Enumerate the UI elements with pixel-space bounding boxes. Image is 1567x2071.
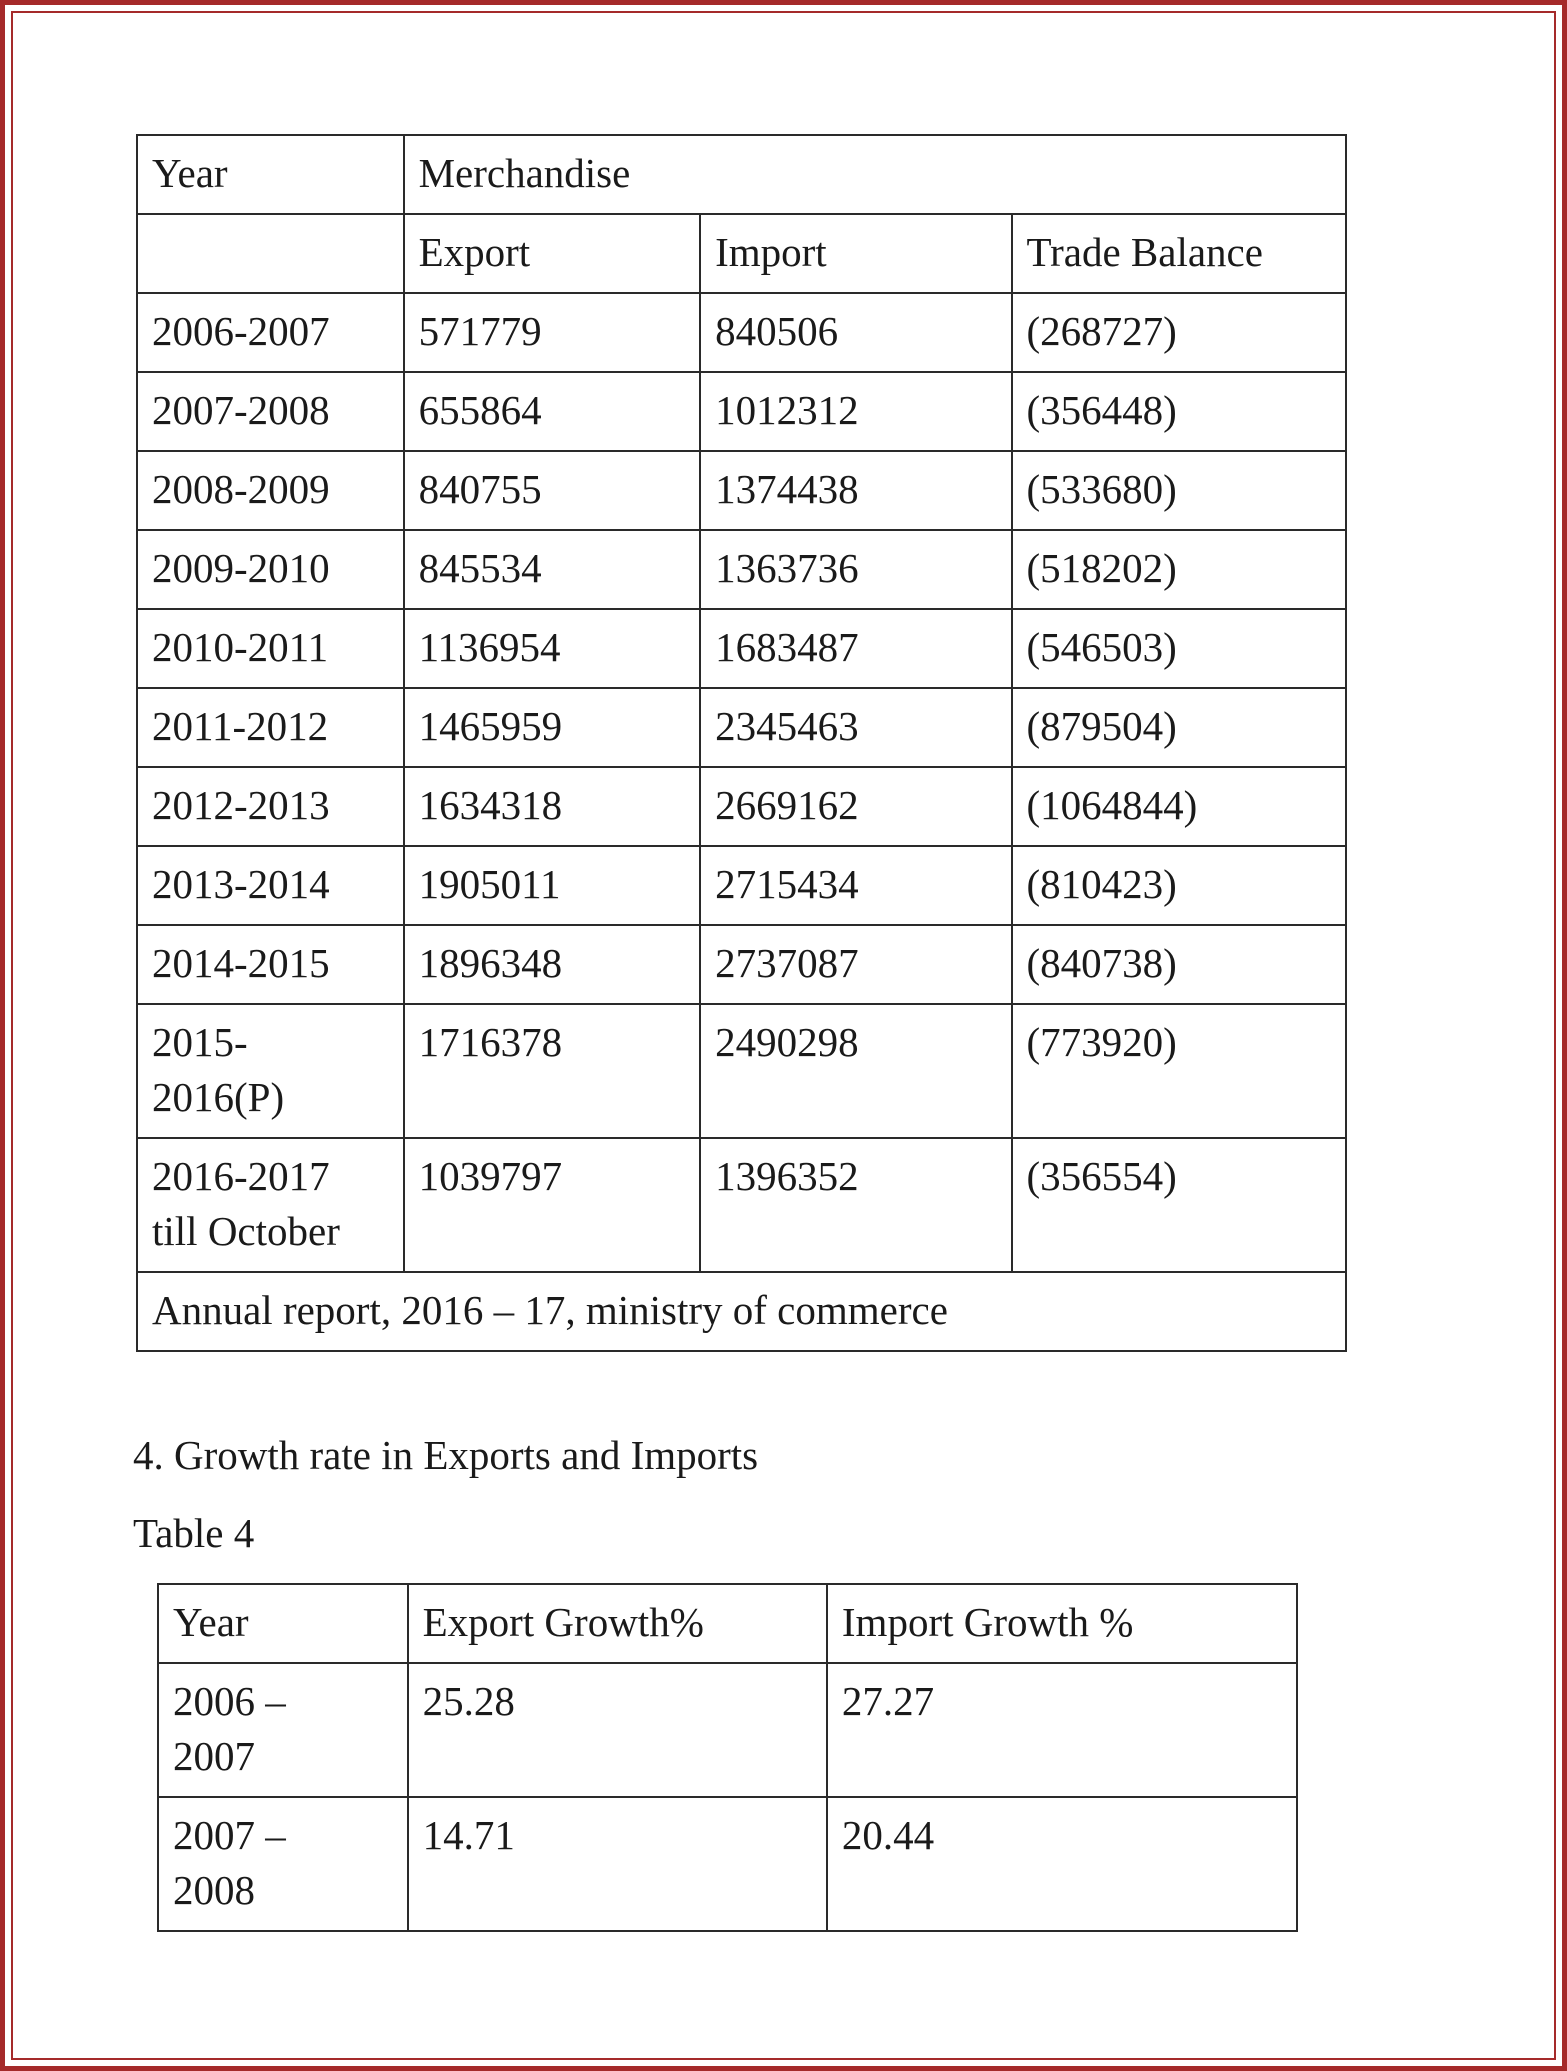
cell-import: 2345463 [700, 688, 1011, 767]
cell-balance: (810423) [1012, 846, 1346, 925]
header-export-growth: Export Growth% [408, 1584, 827, 1663]
table-row [137, 1138, 1346, 1272]
cell-import: 2737087 [700, 925, 1011, 1004]
cell-balance: (546503) [1012, 609, 1346, 688]
year-line-2: 2007 [173, 1733, 255, 1779]
cell-export: 840755 [404, 451, 701, 530]
table-row [137, 846, 1346, 925]
cell-balance: (879504) [1012, 688, 1346, 767]
cell-import: 1374438 [700, 451, 1011, 530]
header-import: Import [700, 214, 1011, 293]
cell-year: 2009-2010 [137, 530, 404, 609]
cell-year [158, 1797, 408, 1931]
year-line-1: 2006 – [173, 1678, 286, 1724]
trade-balance-table [136, 134, 1347, 1352]
cell-year: 2006-2007 [137, 293, 404, 372]
subheader-empty [137, 214, 404, 293]
cell-import-growth: 20.44 [827, 1797, 1297, 1931]
header-year: Year [137, 135, 404, 214]
header-import-growth: Import Growth % [827, 1584, 1297, 1663]
cell-year: 2011-2012 [137, 688, 404, 767]
table-caption: Table 4 [133, 1510, 255, 1556]
table-row [137, 530, 1346, 609]
year-line-2: 2016(P) [152, 1074, 285, 1120]
table-row [137, 925, 1346, 1004]
header-trade-balance: Trade Balance [1012, 214, 1346, 293]
year-line-2: till October [152, 1208, 340, 1254]
table-header-row [158, 1584, 1297, 1663]
cell-export: 1716378 [404, 1004, 701, 1138]
cell-year: 2010-2011 [137, 609, 404, 688]
source-row [137, 1272, 1346, 1351]
cell-year: 2014-2015 [137, 925, 404, 1004]
header-merchandise: Merchandise [404, 135, 1346, 214]
cell-export-growth: 25.28 [408, 1663, 827, 1797]
cell-year: 2013-2014 [137, 846, 404, 925]
cell-import: 2490298 [700, 1004, 1011, 1138]
cell-balance: (356448) [1012, 372, 1346, 451]
cell-balance: (533680) [1012, 451, 1346, 530]
table-header-row [137, 135, 1346, 214]
cell-balance: (1064844) [1012, 767, 1346, 846]
cell-export: 845534 [404, 530, 701, 609]
cell-export: 1905011 [404, 846, 701, 925]
cell-year: 2008-2009 [137, 451, 404, 530]
cell-export: 1136954 [404, 609, 701, 688]
cell-import: 2715434 [700, 846, 1011, 925]
cell-import: 1363736 [700, 530, 1011, 609]
year-line-2: 2008 [173, 1867, 255, 1913]
year-line-1: 2016-2017 [152, 1153, 330, 1199]
cell-import-growth: 27.27 [827, 1663, 1297, 1797]
cell-balance: (518202) [1012, 530, 1346, 609]
cell-year: 2007-2008 [137, 372, 404, 451]
cell-import: 1683487 [700, 609, 1011, 688]
section-heading: 4. Growth rate in Exports and Imports [133, 1432, 759, 1478]
cell-import: 1396352 [700, 1138, 1011, 1272]
table-row [137, 372, 1346, 451]
header-year: Year [158, 1584, 408, 1663]
growth-rate-table [157, 1583, 1298, 1932]
table-row [137, 293, 1346, 372]
cell-export: 1634318 [404, 767, 701, 846]
table-row [137, 451, 1346, 530]
cell-export: 1039797 [404, 1138, 701, 1272]
table-row [158, 1663, 1297, 1797]
cell-import: 840506 [700, 293, 1011, 372]
cell-balance: (773920) [1012, 1004, 1346, 1138]
table-row [137, 767, 1346, 846]
cell-export: 571779 [404, 293, 701, 372]
cell-year: 2012-2013 [137, 767, 404, 846]
cell-import: 2669162 [700, 767, 1011, 846]
cell-year [158, 1663, 408, 1797]
cell-balance: (840738) [1012, 925, 1346, 1004]
cell-year [137, 1138, 404, 1272]
table-row [137, 688, 1346, 767]
cell-export-growth: 14.71 [408, 1797, 827, 1931]
table-subheader-row [137, 214, 1346, 293]
cell-export: 1896348 [404, 925, 701, 1004]
table-row [137, 609, 1346, 688]
cell-balance: (268727) [1012, 293, 1346, 372]
cell-year [137, 1004, 404, 1138]
year-line-1: 2007 – [173, 1812, 286, 1858]
year-line-1: 2015- [152, 1019, 248, 1065]
table-row [158, 1797, 1297, 1931]
source-note: Annual report, 2016 – 17, ministry of commerce [137, 1272, 1346, 1351]
cell-export: 1465959 [404, 688, 701, 767]
cell-export: 655864 [404, 372, 701, 451]
cell-import: 1012312 [700, 372, 1011, 451]
cell-balance: (356554) [1012, 1138, 1346, 1272]
table-row [137, 1004, 1346, 1138]
header-export: Export [404, 214, 701, 293]
